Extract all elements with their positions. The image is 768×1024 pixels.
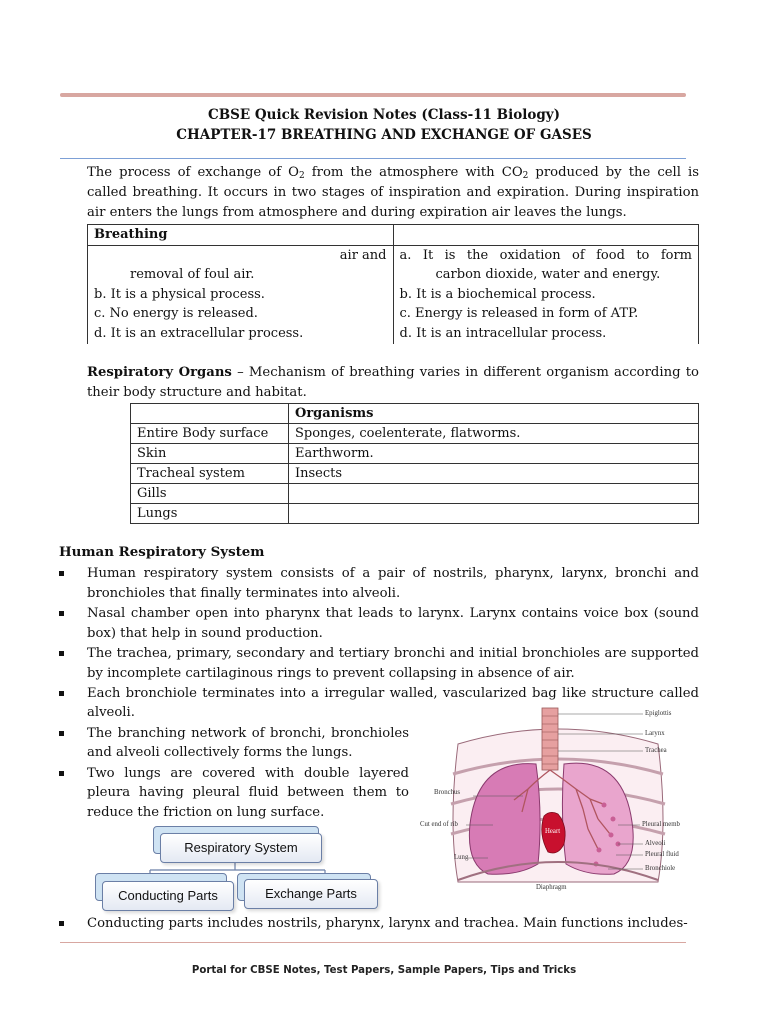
intro-text-3: produced by the cell is called breathing. It occurs in two stages of inspiration and expiration. During inspiration air enters the lungs from atmosphere and during expiration air leaves the lungs. <box>87 165 700 220</box>
list-item-text: Each bronchiole terminates into a irregular walled, vascularized bag like structure called alveoli. <box>87 685 699 721</box>
flowchart-root-box: Respiratory System <box>160 833 322 863</box>
diagram-label-bronchiole: Bronchiole <box>645 865 676 872</box>
diagram-label-pleural-fluid: Pleural fluid <box>645 851 679 858</box>
bullet-square-icon <box>59 921 64 926</box>
table-row <box>131 464 699 484</box>
respiratory-organs-paragraph <box>87 363 699 403</box>
table-cell-line: d. It is an extracellular process. <box>94 325 304 341</box>
flowchart-exchange-box: Exchange Parts <box>244 879 378 909</box>
diagram-label-heart: Heart <box>545 828 561 835</box>
table-row <box>131 404 699 424</box>
table-cell: Lungs <box>131 504 289 524</box>
table-header-cell: Organisms <box>289 404 699 424</box>
list-item-text: Conducting parts includes nostrils, pharynx, larynx and trachea. Main functions includes- <box>87 916 688 931</box>
table-row <box>131 424 699 444</box>
table-cell: Entire Body surface <box>131 424 289 444</box>
table-cell: Skin <box>131 444 289 464</box>
list-item <box>59 914 699 933</box>
bullet-square-icon <box>59 651 64 656</box>
diagram-label-diaphragm: Diaphragm <box>536 884 567 891</box>
list-item <box>59 604 699 643</box>
diagram-label-epiglottis: Epiglottis <box>645 710 672 717</box>
table-cell <box>289 504 699 524</box>
respiratory-organs-text: – Mechanism of breathing varies in different organism according to their body structure and habitat. <box>87 365 699 400</box>
table-cell-line: a. It is the oxidation of food to form <box>399 247 692 263</box>
bullet-square-icon <box>59 691 64 696</box>
diagram-label-alveoli: Alveoli <box>645 840 666 847</box>
diagram-label-lung: Lung <box>454 854 469 861</box>
diagram-label-larynx: Larynx <box>645 730 665 737</box>
list-item <box>59 764 409 823</box>
intro-subscript-1: 2 <box>298 171 305 181</box>
list-item <box>59 724 409 763</box>
diagram-label-cut-rib: Cut end of rib <box>420 821 458 828</box>
intro-paragraph <box>87 163 699 223</box>
diagram-label-trachea: Trachea <box>645 747 667 754</box>
table-cell: Gills <box>131 484 289 504</box>
bullet-square-icon <box>59 571 64 576</box>
table-cell-line: c. Energy is released in form of ATP. <box>399 306 639 322</box>
table-header-cell <box>131 404 289 424</box>
list-item-text: The trachea, primary, secondary and tertiary bronchi and initial bronchioles are supported by incomplete cartilaginous rings to prevent collapsing in absence of air. <box>87 645 699 681</box>
table-cell-line: c. No energy is released. <box>94 306 258 322</box>
table-header-cell: Breathing <box>88 225 394 246</box>
table-cell: Earthworm. <box>289 444 699 464</box>
table-cell: Insects <box>289 464 699 484</box>
table-cell: Tracheal system <box>131 464 289 484</box>
table-cell-line: b. It is a physical process. <box>94 286 265 302</box>
footer-text: Portal for CBSE Notes, Test Papers, Sample Papers, Tips and Tricks <box>191 965 577 976</box>
flowchart-conducting-box: Conducting Parts <box>102 881 234 911</box>
table-cell <box>88 245 394 343</box>
list-item <box>59 644 699 683</box>
table-cell-line: removal of foul air. <box>130 267 255 283</box>
table-cell-line: air and <box>339 247 387 263</box>
diagram-label-bronchus: Bronchus <box>434 789 461 796</box>
respiratory-organs-label: Respiratory Organs <box>87 365 232 380</box>
table-cell-line: d. It is an intracellular process. <box>399 325 607 341</box>
table-cell-line: b. It is a biochemical process. <box>399 286 596 302</box>
table-row <box>88 225 699 246</box>
bullet-square-icon <box>59 611 64 616</box>
footer-divider <box>60 942 686 943</box>
table-cell <box>289 484 699 504</box>
list-item-text: Two lungs are covered with double layered pleura having pleural fluid between them to reduce the friction on lung surface. <box>87 765 409 820</box>
table-cell: Sponges, coelenterate, flatworms. <box>289 424 699 444</box>
list-item-text: Human respiratory system consists of a pair of nostrils, pharynx, larynx, bronchi and bronchioles that finally terminates into alveoli. <box>87 566 699 601</box>
list-item-text: The branching network of bronchi, bronchioles and alveoli collectively forms the lungs. <box>87 725 409 761</box>
intro-text-1: The process of exchange of O <box>87 165 299 180</box>
table-row <box>131 444 699 464</box>
table-row <box>131 484 699 504</box>
title-underline <box>60 158 686 159</box>
bullet-square-icon <box>59 731 64 736</box>
table-header-cell <box>393 225 699 246</box>
list-item-text: Nasal chamber open into pharynx that leads to larynx. Larynx contains voice box (sound box) that help in sound production. <box>87 605 699 641</box>
list-item <box>59 564 699 603</box>
table-cell <box>393 245 699 343</box>
chapter-title: CHAPTER-17 BREATHING AND EXCHANGE OF GASES <box>176 127 592 143</box>
breathing-table <box>87 224 699 344</box>
diagram-label-pleural-membranes: Pleural memb <box>642 821 680 828</box>
table-row <box>88 245 699 343</box>
bullet-square-icon <box>59 771 64 776</box>
section-heading: Human Respiratory System <box>59 544 265 560</box>
table-cell-line: carbon dioxide, water and energy. <box>435 267 661 283</box>
top-divider <box>60 93 686 97</box>
respiratory-system-diagram <box>418 704 708 896</box>
intro-subscript-2: 2 <box>522 171 529 181</box>
intro-text-2: from the atmosphere with CO <box>304 165 523 180</box>
table-row <box>131 504 699 524</box>
organs-table <box>130 403 699 524</box>
page-title: CBSE Quick Revision Notes (Class-11 Biology) <box>207 107 560 123</box>
